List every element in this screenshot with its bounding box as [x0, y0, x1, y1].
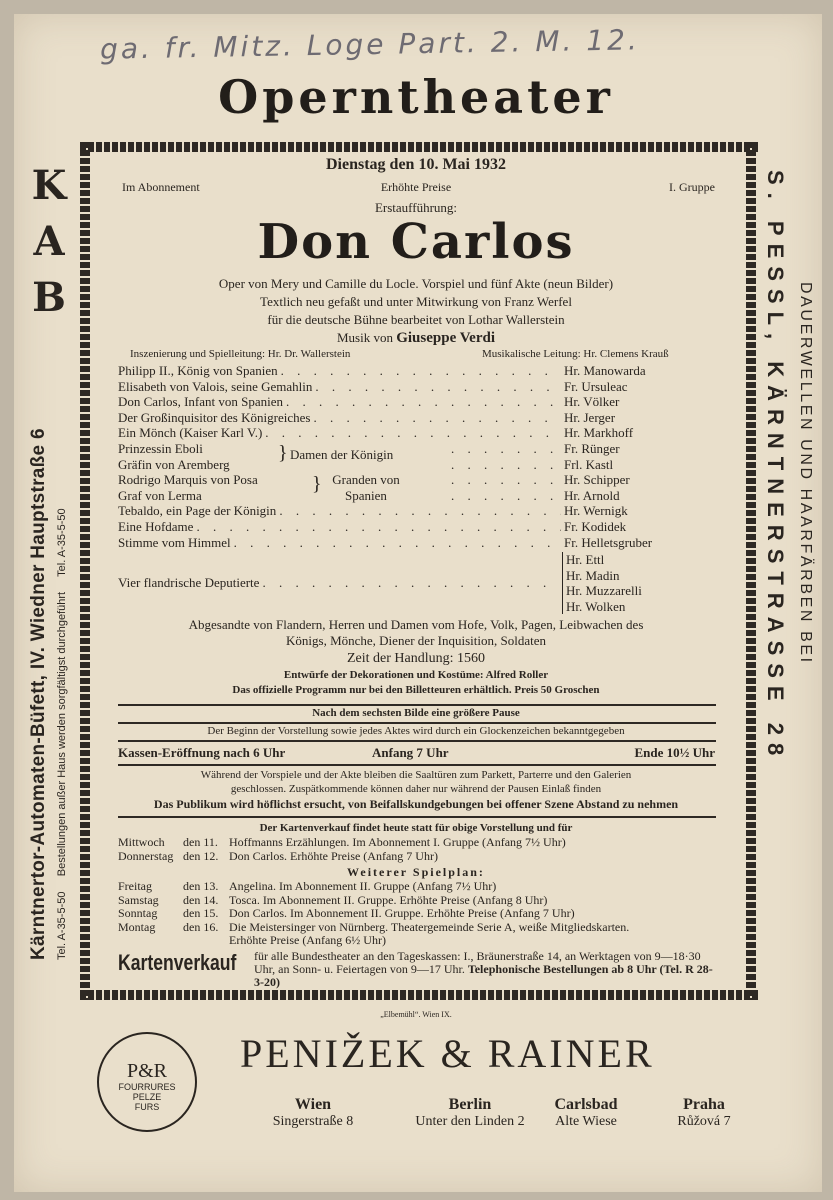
branch-berlin: Berlin Unter den Linden 2: [415, 1096, 525, 1129]
further-schedule: [118, 880, 718, 948]
cast-row: [118, 425, 718, 441]
group-label: I. Gruppe: [669, 180, 715, 194]
deputies-singers: Hr. Ettl Hr. Madin Hr. Muzzarelli Hr. Wolken: [562, 552, 642, 614]
divider: [118, 816, 716, 818]
frame-left: [80, 142, 90, 1000]
cast-row: [118, 379, 718, 395]
box-office-time: Kassen-Eröffnung nach 6 Uhr: [118, 745, 286, 760]
sale-today: Der Kartenverkauf findet heute statt für obige Vorstellung und für: [259, 822, 573, 834]
credit-line: Oper von Mery und Camille du Locle. Vorspiel und fünf Akte (neun Bilder): [218, 276, 614, 291]
schedule-row: Freitag den 13. Angelina. Im Abonnement II. Gruppe (Anfang 7½ Uhr): [118, 879, 497, 893]
singer: Hr. Völker: [564, 394, 620, 410]
divider: [118, 764, 716, 766]
doors-note: Während der Vorspiele und der Akte bleiben die Saaltüren zum Parkett, Parterre und den Galerien geschlossen. Zuspätkommende können daher nur während der Pausen Einlaß finden: [200, 769, 632, 795]
frame-bottom: [80, 990, 758, 1000]
role: Gräfin von Aremberg: [118, 456, 230, 472]
singer: Hr. Jerger: [564, 409, 616, 425]
price-label: Erhöhte Preise: [380, 180, 452, 194]
start-time: Anfang 7 Uhr: [372, 745, 449, 760]
theater-title: Operntheater: [218, 70, 614, 124]
ticket-sale-info: für alle Bundestheater an den Tageskassen: I., Bräunerstraße 14, an Werktagen von 9—18·30 Uhr, an Sonn- u. Feiertagen von 9—17 Uhr. Telephonische Bestellungen ab 8 Uhr (Tel. R 28-3-20): [254, 949, 713, 989]
cast-row: [118, 457, 718, 473]
divider: [118, 740, 716, 742]
singer: Frl. Kastl: [564, 456, 614, 472]
singer: Fr. Ursuleac: [564, 378, 628, 394]
premiere-label: Erstaufführung:: [374, 200, 458, 215]
stage-director: Inszenierung und Spielleitung: Hr. Dr. Wallerstein: [130, 348, 351, 360]
cast-row: [118, 503, 718, 519]
credits: [100, 275, 732, 347]
branch-praha: Praha Růžová 7: [677, 1096, 731, 1129]
role: Don Carlos, Infant von Spanien: [118, 394, 284, 410]
left-ad-small: Tel. A-35-5-50 Bestellungen außer Haus werden sorgfältigst durchgeführt Tel. A-35-5-50: [56, 508, 68, 960]
left-ad-main: Kärntnertor-Automaten-Büfett, IV. Wiedner Hauptstraße 6: [28, 428, 49, 960]
today-schedule: [118, 836, 718, 863]
applause-note: Das Publikum wird höflichst ersucht, von Beifallskundgebungen bei offener Szene Abstand zu nehmen: [153, 797, 679, 811]
role: Philipp II., König von Spanien: [118, 363, 278, 378]
singer: Fr. Kodidek: [564, 518, 627, 534]
cast-list: [118, 363, 718, 550]
pause-note: Nach dem sechsten Bilde eine größere Pause: [312, 707, 520, 719]
role: Ein Mönch (Kaiser Karl V.): [118, 425, 263, 441]
cast-row: [118, 519, 718, 535]
time-of-action: Zeit der Handlung: 1560: [346, 651, 486, 666]
role: Rodrigo Marquis von Posa: [118, 472, 258, 488]
cast-row: [118, 535, 718, 551]
end-time: Ende 10½ Uhr: [634, 745, 715, 760]
schedule-row: Sonntag den 15. Don Carlos. Im Abonnement II. Gruppe. Erhöhte Preise (Anfang 7 Uhr): [118, 906, 575, 920]
role: Graf von Lerma: [118, 487, 202, 503]
cast-row: [118, 394, 718, 410]
performance-date: Dienstag den 10. Mai 1932: [326, 156, 506, 173]
frame-right: [746, 142, 756, 1000]
divider: [118, 722, 716, 724]
composer-line: Musik von Giuseppe Verdi: [336, 330, 495, 346]
singer: Hr. Arnold: [564, 487, 620, 503]
group-ladies: Damen der Königin: [290, 447, 394, 462]
branch-wien: Wien Singerstraße 8: [272, 1096, 354, 1129]
frame-top: [80, 142, 758, 152]
cast-row: [118, 472, 718, 488]
singer: Hr. Wernigk: [564, 503, 628, 519]
singer: Hr. Markhoff: [564, 425, 634, 441]
cast-row: [118, 488, 718, 504]
bell-note: Der Beginn der Vorstellung sowie jedes Aktes wird durch ein Glockenzeichen bekanntgegeben: [207, 725, 625, 737]
divider: [118, 704, 716, 706]
singer: Hr. Manowarda: [564, 363, 646, 378]
singer: Fr. Helletsgruber: [564, 534, 653, 550]
group-grandees: Granden von Spanien: [332, 472, 400, 503]
schedule-row: Montag den 16. Die Meistersinger von Nürnberg. Theatergemeinde Serie A, weiße Mitgliedskarten.: [118, 919, 630, 934]
branch-carlsbad: Carlsbad Alte Wiese: [554, 1096, 618, 1129]
logo-seal: P&R FOURRURES PELZE FURS: [97, 1032, 197, 1132]
credit-line: Textlich neu gefaßt und unter Mitwirkung von Franz Werfel: [260, 294, 572, 309]
conductor: Musikalische Leitung: Hr. Clemens Krauß: [482, 348, 669, 360]
cast-row: [118, 363, 718, 379]
brace: }: [278, 442, 288, 464]
deputies-row: Vier flandrische Deputierte . . .: [118, 575, 718, 591]
schedule-row: Erhöhte Preise (Anfang 6½ Uhr): [229, 933, 386, 947]
role: Prinzessin Eboli: [118, 440, 203, 456]
schedule-row: Samstag den 14. Tosca. Im Abonnement II. Gruppe. Erhöhte Preise (Anfang 8 Uhr): [118, 892, 548, 907]
role: Der Großinquisitor des Königreiches: [118, 409, 311, 425]
credit-line: für die deutsche Bühne bearbeitet von Lothar Wallerstein: [267, 312, 565, 327]
right-ad-main: S. PESSL, KÄRNTNERSTRASSE 28: [763, 170, 788, 764]
ticket-sale-label: Kartenverkauf: [118, 950, 237, 975]
kab-logo: K A B: [31, 162, 67, 321]
composer: Giuseppe Verdi: [396, 330, 495, 346]
schedule-row: Donnerstag den 12. Don Carlos. Erhöhte Preise (Anfang 7 Uhr): [118, 848, 438, 863]
cast-row: [118, 441, 718, 457]
singer: Hr. Schipper: [564, 472, 630, 488]
right-ad-small: DAUERWELLEN UND HAARFÄRBEN BEI: [797, 282, 814, 665]
role: Eine Hofdame: [118, 518, 194, 534]
brace: }: [312, 473, 322, 495]
brand-name: PENIŽEK & RAINER: [240, 1031, 655, 1076]
further-title: Weiterer Spielplan:: [347, 865, 485, 879]
program-note: Das offizielle Programm nur bei den Billetteuren erhältlich. Preis 50 Groschen: [232, 684, 600, 696]
designs: Entwürfe der Dekorationen und Kostüme: Alfred Roller: [283, 669, 549, 681]
role: Stimme vom Himmel: [118, 534, 231, 550]
chorus: Abgesandte von Flandern, Herren und Damen vom Hofe, Volk, Pagen, Leibwachen des Königs, Mönche, Diener der Inquisition, Soldaten: [188, 617, 644, 648]
handwritten-note: ga. fr. Mitz. Loge Part. 2. M. 12.: [99, 23, 641, 66]
opera-title: Don Carlos: [257, 214, 575, 270]
role: Tebaldo, ein Page der Königin: [118, 503, 277, 519]
role: Elisabeth von Valois, seine Gemahlin: [118, 378, 313, 394]
singer: Fr. Rünger: [564, 440, 620, 456]
cast-row: [118, 410, 718, 426]
subscription-label: Im Abonnement: [122, 180, 200, 194]
schedule-row: Mittwoch den 11. Hoffmanns Erzählungen. Im Abonnement I. Gruppe (Anfang 7½ Uhr): [118, 835, 566, 849]
printer-credit: „Elbemühl“. Wien IX.: [380, 1010, 452, 1019]
